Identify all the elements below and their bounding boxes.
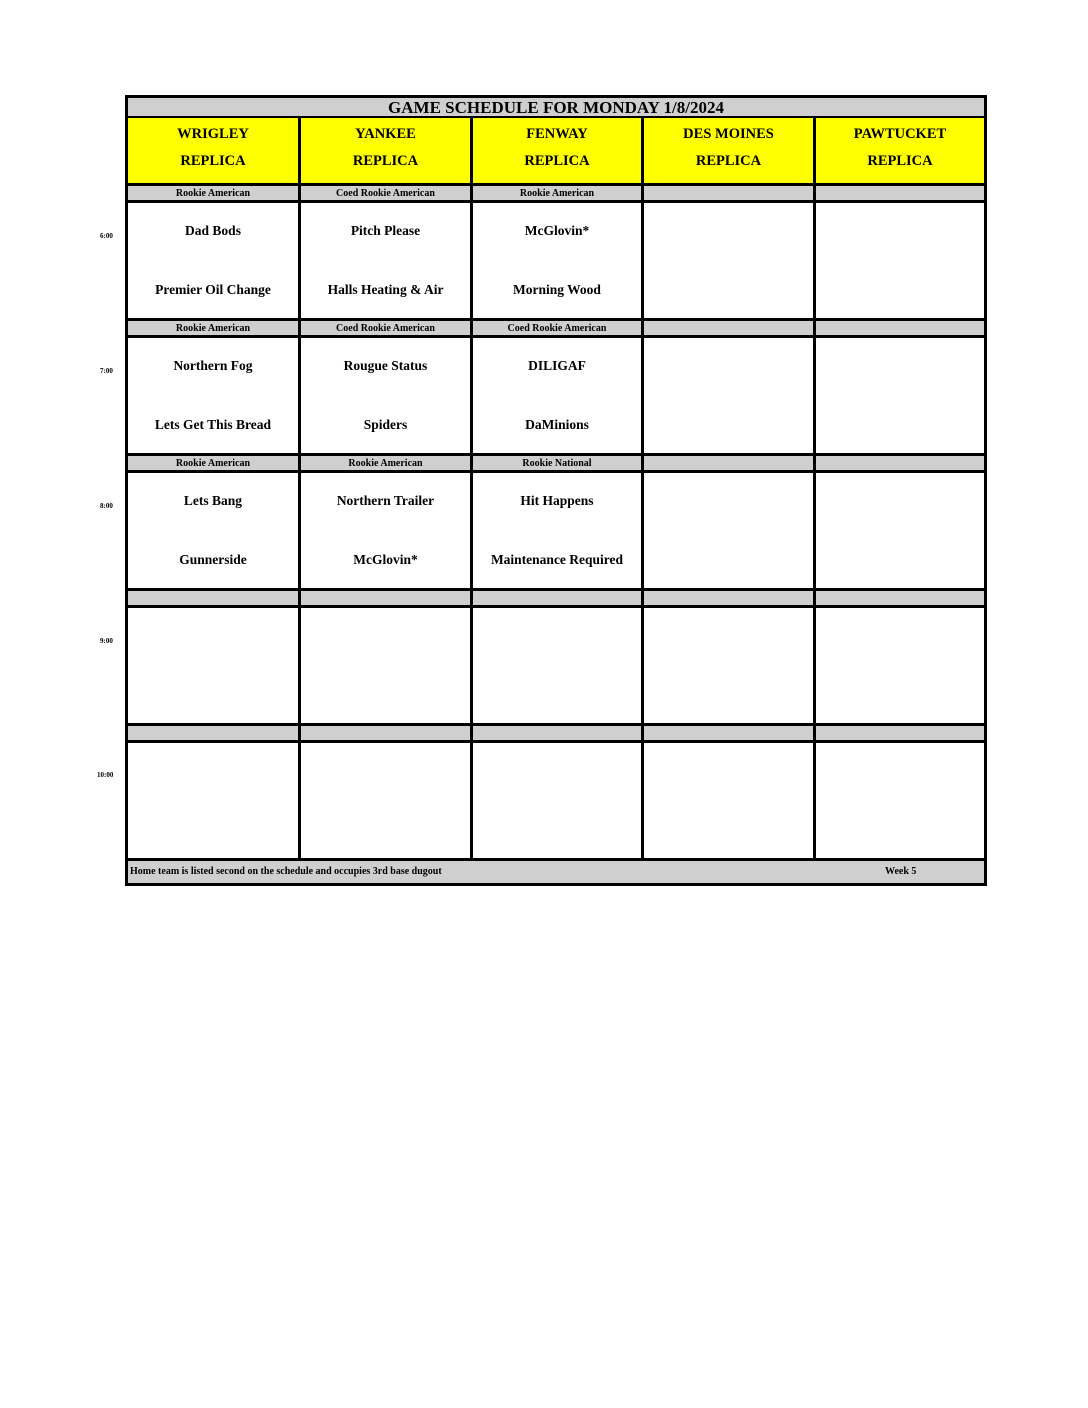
game-cell [125, 473, 298, 591]
division-label [298, 726, 470, 743]
field-header-des-moines [641, 118, 813, 186]
game-cell [641, 743, 813, 861]
game-cell [470, 473, 641, 591]
game-cell [470, 743, 641, 861]
division-label: Coed Rookie American [470, 321, 641, 338]
week-label: Week 5 [885, 866, 917, 877]
home-team: Maintenance Required [490, 552, 624, 567]
division-label: Coed Rookie American [298, 321, 470, 338]
game-cell [641, 203, 813, 321]
home-team: Gunnerside [179, 552, 247, 567]
field-header-row [125, 118, 987, 186]
field-header-wrigley [125, 118, 298, 186]
division-label: Rookie American [470, 186, 641, 203]
division-row [125, 456, 987, 473]
division-label [813, 456, 987, 473]
time-label: 10:00 [97, 771, 114, 779]
away-team: DILIGAF [528, 358, 586, 373]
time-label: 8:00 [100, 502, 113, 510]
division-label [470, 726, 641, 743]
field-name: WRIGLEY [177, 126, 249, 142]
game-cell [470, 338, 641, 456]
division-label [641, 321, 813, 338]
game-cell [813, 203, 987, 321]
time-label: 7:00 [100, 367, 113, 375]
away-team: McGlovin* [524, 223, 590, 238]
away-team: Hit Happens [520, 493, 594, 508]
division-label [641, 456, 813, 473]
game-cell [470, 608, 641, 726]
home-team: Premier Oil Change [155, 282, 271, 297]
field-name: DES MOINES [683, 126, 774, 142]
division-label [813, 186, 987, 203]
away-team: Northern Trailer [336, 493, 435, 508]
division-label [298, 591, 470, 608]
field-name: YANKEE [355, 126, 416, 142]
game-row [125, 203, 987, 321]
home-team: DaMinions [525, 417, 589, 432]
field-sub: REPLICA [524, 153, 590, 169]
division-label [470, 591, 641, 608]
division-label [813, 321, 987, 338]
home-team: Morning Wood [513, 282, 601, 297]
division-label: Rookie American [125, 321, 298, 338]
division-label: Rookie American [298, 456, 470, 473]
home-team-note: Home team is listed second on the schedule and occupies 3rd base dugout [130, 866, 442, 877]
division-label: Rookie National [470, 456, 641, 473]
division-label: Rookie American [125, 456, 298, 473]
schedule-title: GAME SCHEDULE FOR MONDAY 1/8/2024 [125, 95, 987, 118]
home-team: Halls Heating & Air [327, 282, 444, 297]
field-header-pawtucket [813, 118, 987, 186]
game-cell [125, 338, 298, 456]
game-cell [641, 473, 813, 591]
game-cell [813, 743, 987, 861]
time-label: 9:00 [100, 637, 113, 645]
away-team: Pitch Please [350, 223, 421, 238]
division-label [813, 726, 987, 743]
away-team: Rougue Status [343, 358, 428, 373]
game-row [125, 473, 987, 591]
division-label [641, 186, 813, 203]
division-row [125, 591, 987, 608]
game-cell [298, 473, 470, 591]
division-label [125, 726, 298, 743]
time-label: 6:00 [100, 232, 113, 240]
division-label: Coed Rookie American [298, 186, 470, 203]
field-header-fenway [470, 118, 641, 186]
game-cell [298, 338, 470, 456]
division-label [813, 591, 987, 608]
field-sub: REPLICA [867, 153, 933, 169]
division-label [125, 591, 298, 608]
field-name: PAWTUCKET [853, 126, 947, 142]
home-team: Spiders [363, 417, 408, 432]
away-team: Northern Fog [173, 358, 253, 373]
field-header-yankee [298, 118, 470, 186]
division-label [641, 726, 813, 743]
game-cell [125, 608, 298, 726]
game-cell [641, 338, 813, 456]
field-sub: REPLICA [352, 153, 419, 169]
game-cell [641, 608, 813, 726]
game-cell [813, 338, 987, 456]
game-row [125, 338, 987, 456]
division-label [641, 591, 813, 608]
division-label: Rookie American [125, 186, 298, 203]
game-cell [125, 203, 298, 321]
away-team: Dad Bods [185, 223, 241, 238]
away-team: Lets Bang [183, 493, 243, 508]
home-team: Lets Get This Bread [154, 417, 272, 432]
game-cell [813, 473, 987, 591]
home-team: McGlovin* [353, 552, 418, 567]
division-row [125, 186, 987, 203]
game-cell [470, 203, 641, 321]
schedule-sheet [125, 95, 987, 886]
game-cell [298, 203, 470, 321]
game-cell [125, 743, 298, 861]
game-cell [813, 608, 987, 726]
field-name: FENWAY [526, 126, 588, 142]
division-row [125, 726, 987, 743]
field-sub: REPLICA [695, 153, 762, 169]
division-row [125, 321, 987, 338]
game-row [125, 743, 987, 861]
schedule-footer [125, 861, 987, 886]
field-sub: REPLICA [180, 153, 246, 169]
game-row [125, 608, 987, 726]
game-cell [298, 608, 470, 726]
game-cell [298, 743, 470, 861]
